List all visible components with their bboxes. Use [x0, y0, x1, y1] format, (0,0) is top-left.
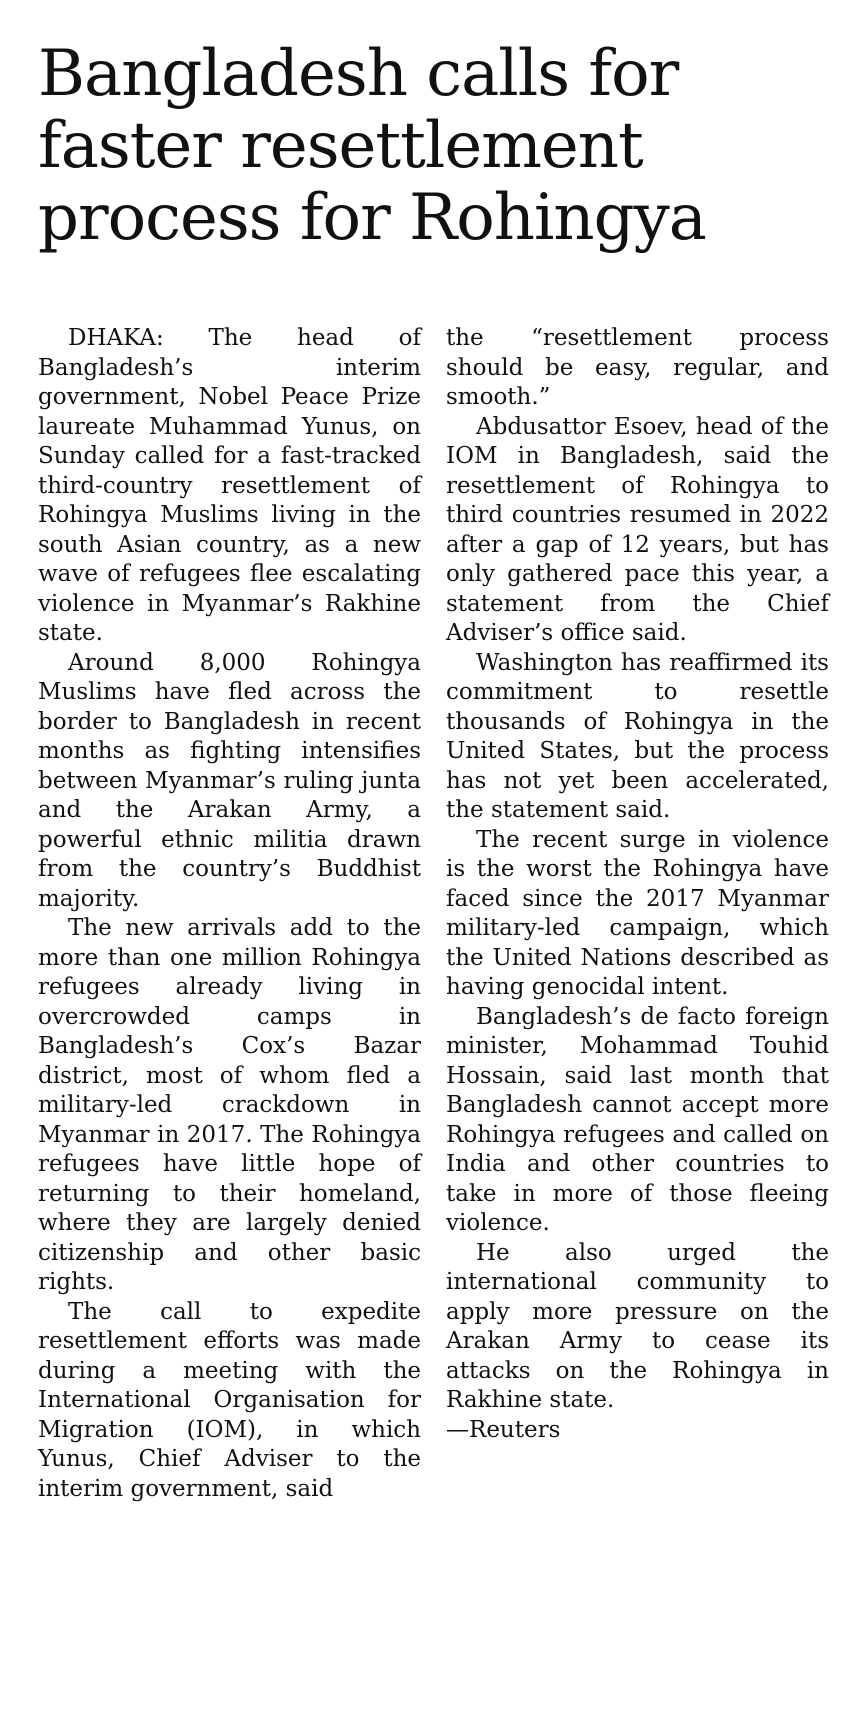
- body-paragraph: Bangladesh’s de facto foreign minister, Mohammad Touhid Hossain, said last month that Bangladesh cannot accept more Rohingya refugees and called on India and other countries to take in more of those fleeing violence.: [446, 1003, 829, 1236]
- headline: [38, 38, 828, 254]
- article-column-right: [446, 324, 829, 1445]
- body-paragraph: Washington has reaffirmed its commitment to resettle thousands of Rohingya in the United States, but the process has not yet been accelerated, the statement said.: [446, 649, 829, 823]
- body-paragraph: The recent surge in violence is the worst the Rohingya have faced since the 2017 Myanmar military-led campaign, which the United Nations described as having genocidal intent.: [446, 826, 829, 1000]
- body-paragraph: The call to expedite resettlement efforts was made during a meeting with the International Organisation for Migration (IOM), in which Yunus, Chief Adviser to the interim government, said: [38, 1298, 421, 1502]
- body-paragraph: Abdusattor Esoev, head of the IOM in Bangladesh, said the resettlement of Rohingya to third countries resumed in 2022 after a gap of 12 years, but has only gathered pace this year, a statement from the Chief Adviser’s office said.: [446, 413, 829, 646]
- article-column-left: [38, 324, 421, 1504]
- headline-line: Bangladesh calls for: [38, 37, 679, 111]
- body-paragraph-continued: the “resettlement process should be easy, regular, and smooth.”: [446, 325, 829, 410]
- body-paragraph: He also urged the international community to apply more pressure on the Arakan Army to cease its attacks on the Rohingya in Rakhine state.: [446, 1239, 829, 1413]
- headline-line: faster resettlement: [38, 109, 643, 183]
- headline-line: process for Rohingya: [38, 181, 706, 255]
- body-paragraph: The new arrivals add to the more than one million Rohingya refugees already living in overcrowded camps in Bangladesh’s Cox’s Bazar district, most of whom fled a military-led crackdown in Myanmar in 2017. The Rohingya refugees have little hope of returning to their homeland, where they are largely denied citizenship and other basic rights.: [38, 915, 421, 1295]
- body-paragraph: Around 8,000 Rohingya Muslims have fled across the border to Bangladesh in recent months as fighting intensifies between Myanmar’s ruling junta and the Arakan Army, a powerful ethnic militia drawn from the country’s Buddhist majority.: [38, 649, 421, 912]
- byline-credit: —Reuters: [446, 1416, 561, 1443]
- body-paragraph: DHAKA: The head of Bangladesh’s interim government, Nobel Peace Prize laureate Muhammad Yunus, on Sunday called for a fast-tracked third-country resettlement of Rohingya Muslims living in the south Asian country, as a new wave of refugees flee escalating violence in Myanmar’s Rakhine state.: [38, 325, 421, 646]
